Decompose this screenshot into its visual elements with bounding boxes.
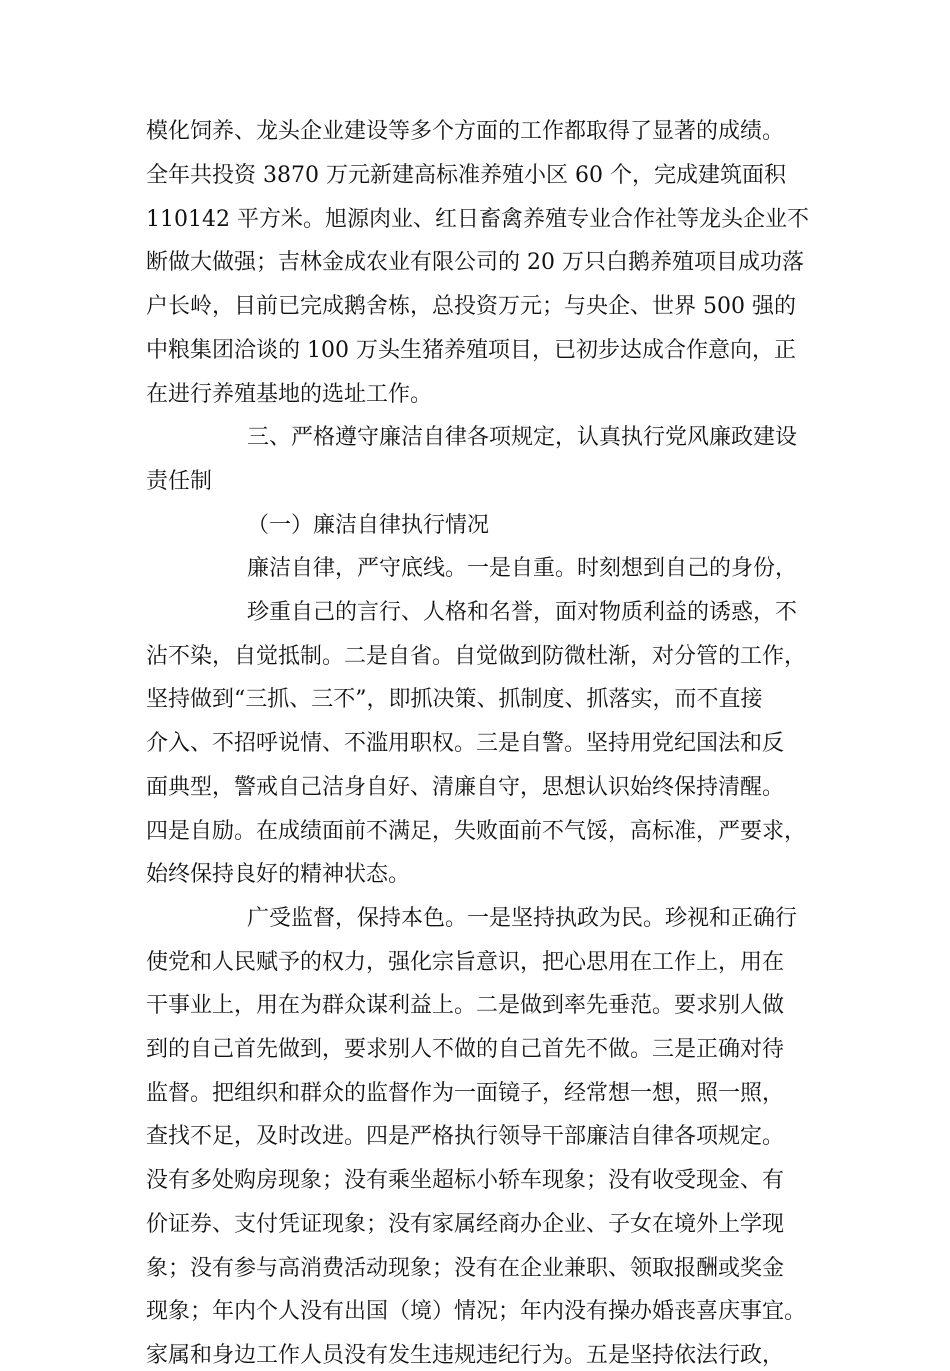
text-line: 干事业上，用在为群众谋利益上。二是做到率先垂范。要求别人做 — [146, 993, 785, 1018]
text-line: 沾不染，自觉抵制。二是自省。自觉做到防微杜渐，对分管的工作， — [146, 644, 807, 669]
section-heading: 责任制 — [146, 469, 213, 494]
text-line: 面典型，警戒自己洁身自好、清廉自守，思想认识始终保持清醒。 — [146, 775, 785, 800]
text-line: 使党和人民赋予的权力，强化宗旨意识，把心思用在工作上，用在 — [146, 950, 785, 975]
text-line: 坚持做到“三抓、三不”，即抓决策、抓制度、抓落实，而不直接 — [146, 687, 763, 712]
text-line: 户长岭，目前已完成鹅舍栋，总投资万元；与央企、世界 500 强的 — [146, 294, 796, 319]
text-line: 始终保持良好的精神状态。 — [146, 862, 411, 887]
text-line: 珍重自己的言行、人格和名誉，面对物质利益的诱惑，不 — [247, 600, 798, 625]
text-line: 四是自励。在成绩面前不满足，失败面前不气馁，高标准，严要求， — [146, 819, 807, 844]
text-line: 现象；年内个人没有出国（境）情况；年内没有操办婚丧喜庆事宜。 — [146, 1299, 807, 1324]
section-heading: 三、严格遵守廉洁自律各项规定，认真执行党风廉政建设 — [247, 425, 798, 450]
text-line: 没有多处购房现象；没有乘坐超标小轿车现象；没有收受现金、有 — [146, 1168, 785, 1193]
text-line: 象；没有参与高消费活动现象；没有在企业兼职、领取报酬或奖金 — [146, 1256, 785, 1281]
text-line: 介入、不招呼说情、不滥用职权。三是自警。坚持用党纪国法和反 — [146, 731, 785, 756]
text-line: 在进行养殖基地的选址工作。 — [146, 382, 433, 407]
text-line: 110142 平方米。旭源肉业、红日畜禽养殖专业合作社等龙头企业不 — [146, 207, 809, 232]
subsection-heading: （一）廉洁自律执行情况 — [247, 513, 490, 538]
text-line: 查找不足，及时改进。四是严格执行领导干部廉洁自律各项规定。 — [146, 1124, 785, 1149]
text-line: 模化饲养、龙头企业建设等多个方面的工作都取得了显著的成绩。 — [146, 119, 785, 144]
text-line: 断做大做强；吉林金成农业有限公司的 20 万只白鹅养殖项目成功落 — [146, 250, 804, 275]
text-line: 中粮集团洽谈的 100 万头生猪养殖项目，已初步达成合作意向，正 — [146, 338, 796, 363]
text-line: 廉洁自律，严守底线。一是自重。时刻想到自己的身份， — [247, 556, 798, 581]
text-line: 监督。把组织和群众的监督作为一面镜子，经常想一想，照一照， — [146, 1081, 785, 1106]
text-line: 到的自己首先做到，要求别人不做的自己首先不做。三是正确对待 — [146, 1037, 785, 1062]
text-line: 价证券、支付凭证现象；没有家属经商办企业、子女在境外上学现 — [146, 1212, 785, 1237]
text-line: 全年共投资 3870 万元新建高标准养殖小区 60 个，完成建筑面积 — [146, 163, 786, 188]
text-line: 家属和身边工作人员没有发生违规违纪行为。五是坚持依法行政， — [146, 1343, 785, 1368]
text-line: 广受监督，保持本色。一是坚持执政为民。珍视和正确行 — [247, 906, 798, 931]
